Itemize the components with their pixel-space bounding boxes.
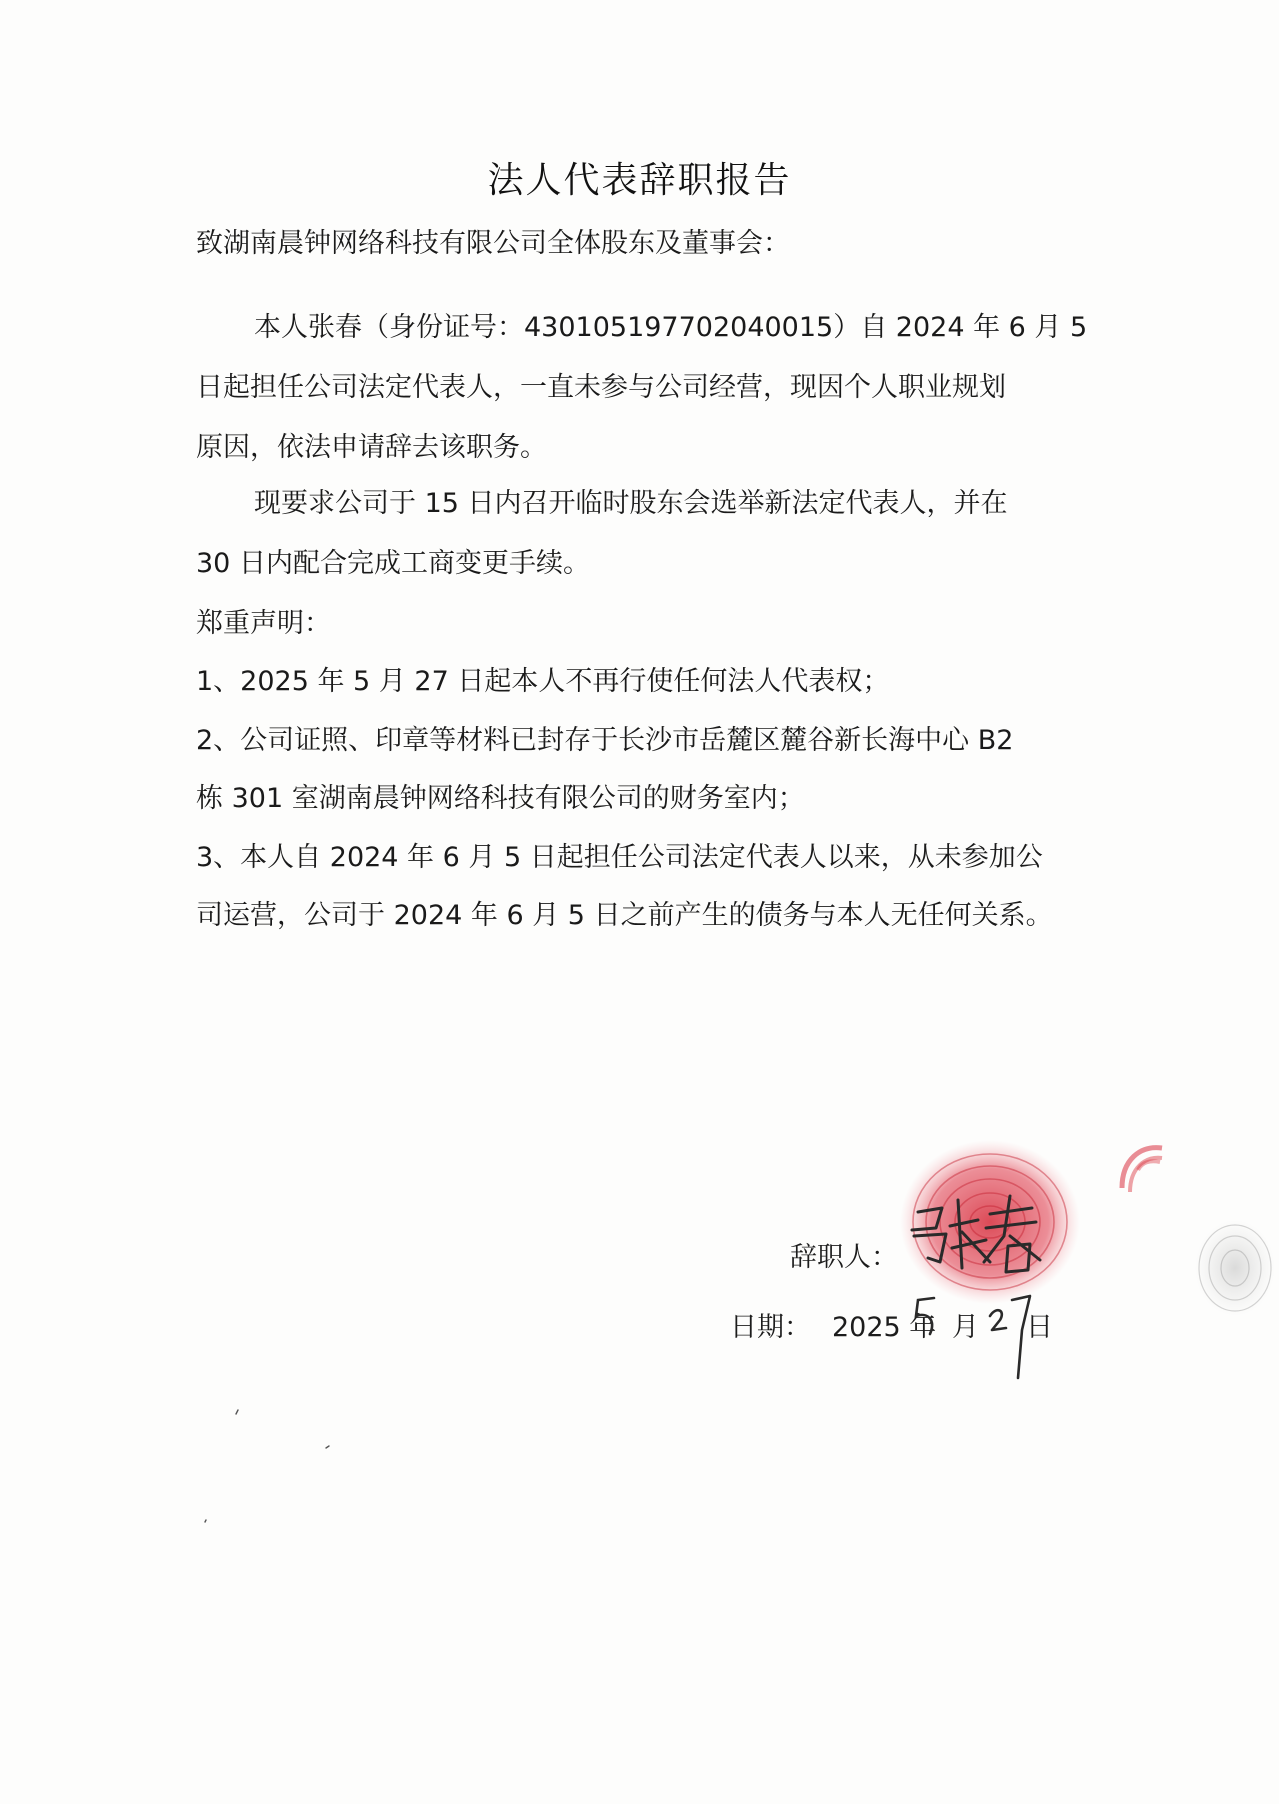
- date-day-label: 日: [1026, 1312, 1053, 1343]
- fingerprint-partial: [1122, 1148, 1162, 1192]
- handwritten-signature: [912, 1196, 1040, 1272]
- declaration-item-2-line2: 栋 301 室湖南晨钟网络科技有限公司的财务室内；: [196, 783, 805, 814]
- para2-line2: 30 日内配合完成工商变更手续。: [196, 548, 590, 579]
- document-title: 法人代表辞职报告: [487, 160, 792, 201]
- signer-label: 辞职人：: [790, 1242, 898, 1273]
- declaration-item-1: 1、2025 年 5 月 27 日起本人不再行使任何法人代表权；: [196, 666, 890, 697]
- declaration-heading: 郑重声明：: [196, 608, 331, 639]
- para1-line3: 原因，依法申请辞去该职务。: [196, 432, 547, 463]
- para2-line1: 现要求公司于 15 日内召开临时股东会选举新法定代表人，并在: [254, 488, 1008, 519]
- salutation: 致湖南晨钟网络科技有限公司全体股东及董事会：: [196, 228, 790, 259]
- para1-line1: 本人张春（身份证号：430105197702040015）自 2024 年 6 月 5: [254, 312, 1088, 343]
- date-month-label: 月: [952, 1312, 979, 1343]
- fingerprint-red: [900, 1140, 1080, 1304]
- handwritten-day: [990, 1296, 1030, 1378]
- scan-specks: [205, 1410, 329, 1522]
- date-label: 日期：: [730, 1312, 811, 1343]
- declaration-item-2-line1: 2、公司证照、印章等材料已封存于长沙市岳麓区麓谷新长海中心 B2: [196, 725, 1014, 756]
- para1-line2: 日起担任公司法定代表人，一直未参与公司经营，现因个人职业规划: [196, 372, 1006, 403]
- date-year: 2025 年: [832, 1312, 937, 1343]
- declaration-item-3-line2: 司运营，公司于 2024 年 6 月 5 日之前产生的债务与本人无任何关系。: [196, 900, 1053, 931]
- fingerprint-gray: [1195, 1220, 1275, 1316]
- declaration-item-3-line1: 3、本人自 2024 年 6 月 5 日起担任公司法定代表人以来，从未参加公: [196, 842, 1043, 873]
